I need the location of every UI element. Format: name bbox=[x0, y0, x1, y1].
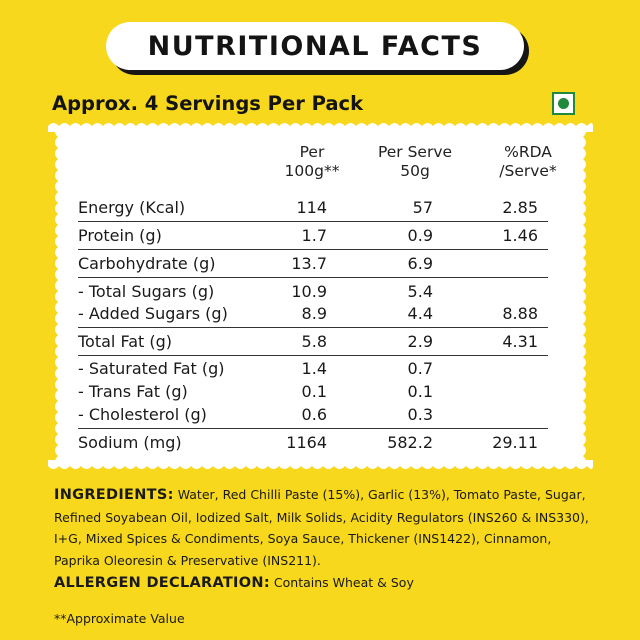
value-per-100g: 1164 bbox=[286, 433, 327, 452]
table-row bbox=[78, 380, 548, 404]
nutrient-label: Sodium (mg) bbox=[78, 433, 182, 452]
value-per-100g: 1.7 bbox=[301, 226, 327, 245]
table-row bbox=[78, 196, 548, 220]
table-row bbox=[78, 431, 548, 455]
nutrient-label: - Added Sugars (g) bbox=[78, 304, 228, 323]
nutrient-label: - Trans Fat (g) bbox=[78, 382, 188, 401]
value-rda: 29.11 bbox=[492, 433, 538, 452]
nutrient-label: - Saturated Fat (g) bbox=[78, 359, 225, 378]
column-header-rda bbox=[478, 143, 578, 181]
value-per-serve: 2.9 bbox=[407, 332, 433, 351]
table-row bbox=[78, 357, 548, 381]
row-divider bbox=[78, 327, 548, 328]
veg-dot-icon bbox=[558, 98, 569, 109]
ingredients-block bbox=[54, 484, 599, 571]
column-header-line: Per Serve bbox=[377, 143, 453, 161]
table-row bbox=[78, 403, 548, 427]
value-per-serve: 0.9 bbox=[407, 226, 433, 245]
row-divider bbox=[78, 428, 548, 429]
ingredients-heading: INGREDIENTS: bbox=[54, 487, 174, 503]
row-divider bbox=[78, 249, 548, 250]
page-title: NUTRITIONAL FACTS bbox=[147, 30, 483, 62]
value-per-100g: 114 bbox=[296, 198, 327, 217]
column-header-line: 100g** bbox=[284, 162, 340, 180]
value-per-serve: 5.4 bbox=[407, 282, 433, 301]
value-per-100g: 10.9 bbox=[291, 282, 327, 301]
value-per-serve: 0.3 bbox=[407, 405, 433, 424]
table-row bbox=[78, 302, 548, 326]
allergen-block bbox=[54, 572, 414, 594]
row-divider bbox=[78, 221, 548, 222]
nutrient-label: Energy (Kcal) bbox=[78, 198, 186, 217]
value-per-serve: 0.1 bbox=[407, 382, 433, 401]
allergen-text: Contains Wheat & Soy bbox=[273, 575, 414, 590]
title-banner bbox=[106, 22, 524, 70]
veg-mark-icon bbox=[552, 92, 575, 115]
value-per-100g: 13.7 bbox=[291, 254, 327, 273]
value-rda: 1.46 bbox=[502, 226, 538, 245]
table-row bbox=[78, 252, 548, 276]
row-divider bbox=[78, 277, 548, 278]
value-rda: 8.88 bbox=[502, 304, 538, 323]
value-rda: 4.31 bbox=[502, 332, 538, 351]
value-per-100g: 0.6 bbox=[301, 405, 327, 424]
nutrient-label: Carbohydrate (g) bbox=[78, 254, 216, 273]
value-rda: 2.85 bbox=[502, 198, 538, 217]
value-per-100g: 8.9 bbox=[301, 304, 327, 323]
value-per-serve: 57 bbox=[412, 198, 433, 217]
nutrient-label: - Cholesterol (g) bbox=[78, 405, 207, 424]
value-per-serve: 0.7 bbox=[407, 359, 433, 378]
ingredients-text: Water, Red Chilli Paste (15%), Garlic (13%), Tomato Paste, Sugar, Refined Soyabean Oil, Iodized Salt, Milk Solids, Acidity Regulators (INS260 & INS330), I+G, Mixed Spices & Condiments, Soya Sauce, Thickener (INS1422), Cinnamon, Paprika Oleoresin & Preservative (INS211). bbox=[54, 487, 589, 568]
table-row bbox=[78, 280, 548, 304]
value-per-serve: 6.9 bbox=[407, 254, 433, 273]
value-per-serve: 4.4 bbox=[407, 304, 433, 323]
value-per-100g: 1.4 bbox=[301, 359, 327, 378]
nutrient-label: - Total Sugars (g) bbox=[78, 282, 215, 301]
value-per-100g: 5.8 bbox=[301, 332, 327, 351]
allergen-heading: ALLERGEN DECLARATION: bbox=[54, 575, 270, 591]
column-header-line: Per bbox=[299, 143, 325, 161]
nutrient-label: Total Fat (g) bbox=[78, 332, 172, 351]
column-header-line: /Serve* bbox=[499, 162, 557, 180]
table-row bbox=[78, 224, 548, 248]
approximate-value-note: **Approximate Value bbox=[54, 611, 185, 626]
column-header-line: 50g bbox=[400, 162, 430, 180]
column-header-per-100g bbox=[262, 143, 362, 181]
table-row bbox=[78, 330, 548, 354]
servings-per-pack: Approx. 4 Servings Per Pack bbox=[52, 92, 364, 115]
value-per-serve: 582.2 bbox=[387, 433, 433, 452]
column-header-line: %RDA bbox=[504, 143, 552, 161]
value-per-100g: 0.1 bbox=[301, 382, 327, 401]
nutrient-label: Protein (g) bbox=[78, 226, 162, 245]
column-header-per-serve bbox=[365, 143, 465, 181]
